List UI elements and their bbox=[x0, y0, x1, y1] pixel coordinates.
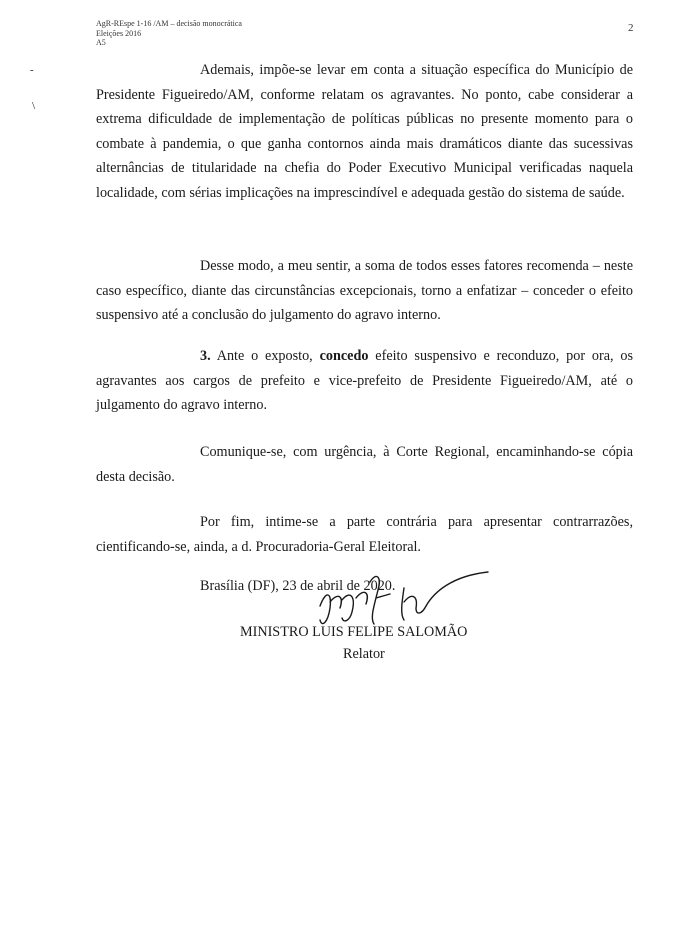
paragraph-3-text-a: Ante o exposto, bbox=[210, 348, 320, 364]
paragraph-3 bbox=[96, 344, 633, 418]
header-code: A5 bbox=[96, 38, 106, 47]
paragraph-4: Comunique-se, com urgência, à Corte Regional, encaminhando-se cópia desta decisão. bbox=[96, 444, 633, 485]
header-case-number: AgR-REspe 1-16 /AM – decisão monocrática bbox=[96, 19, 242, 28]
paragraph-1: Ademais, impõe-se levar em conta a situação específica do Município de Presidente Figueiredo/AM, conforme relatam os agravantes. No ponto, cabe considerar a extrema dificuldade de implementação de políticas públicas no presente momento para o combate à pandemia, o que ganha contornos ainda mais dramáticos diante das sucessivas alternâncias de titularidade na chefia do Poder Executivo Municipal verificadas naquela localidade, com sérias implicações na imprescindível e adequada gestão do sistema de saúde. bbox=[96, 62, 633, 201]
paragraph-5: Por fim, intime-se a parte contrária para apresentar contrarrazões, cientificando-se, ainda, a d. Procuradoria-Geral Eleitoral. bbox=[96, 514, 633, 555]
header-election: Eleições 2016 bbox=[96, 28, 142, 38]
margin-mark: - bbox=[30, 64, 34, 76]
signer-role: Relator bbox=[343, 646, 385, 662]
place-date: Brasília (DF), 23 de abril de 2020. bbox=[200, 578, 396, 594]
handwritten-signature bbox=[312, 562, 502, 632]
signer-name: MINISTRO LUIS FELIPE SALOMÃO bbox=[240, 624, 468, 640]
document-header bbox=[96, 19, 242, 48]
decision-verb: concedo bbox=[319, 348, 369, 364]
paragraph-2: Desse modo, a meu sentir, a soma de todos esses fatores recomenda – neste caso específico, diante das circunstâncias excepcionais, torno a enfatizar – conceder o efeito suspensivo até a conclusão do julgamento do agravo interno. bbox=[96, 258, 633, 323]
margin-mark: \ bbox=[32, 100, 36, 112]
paragraph-3-text-b: efeito suspensivo e reconduzo, por ora, os agravantes aos cargos de prefeito e vice-prefeito de Presidente Figueiredo/AM, até o julgamento do agravo interno. bbox=[96, 348, 634, 413]
section-number: 3. bbox=[200, 348, 211, 364]
page-number: 2 bbox=[628, 22, 634, 34]
